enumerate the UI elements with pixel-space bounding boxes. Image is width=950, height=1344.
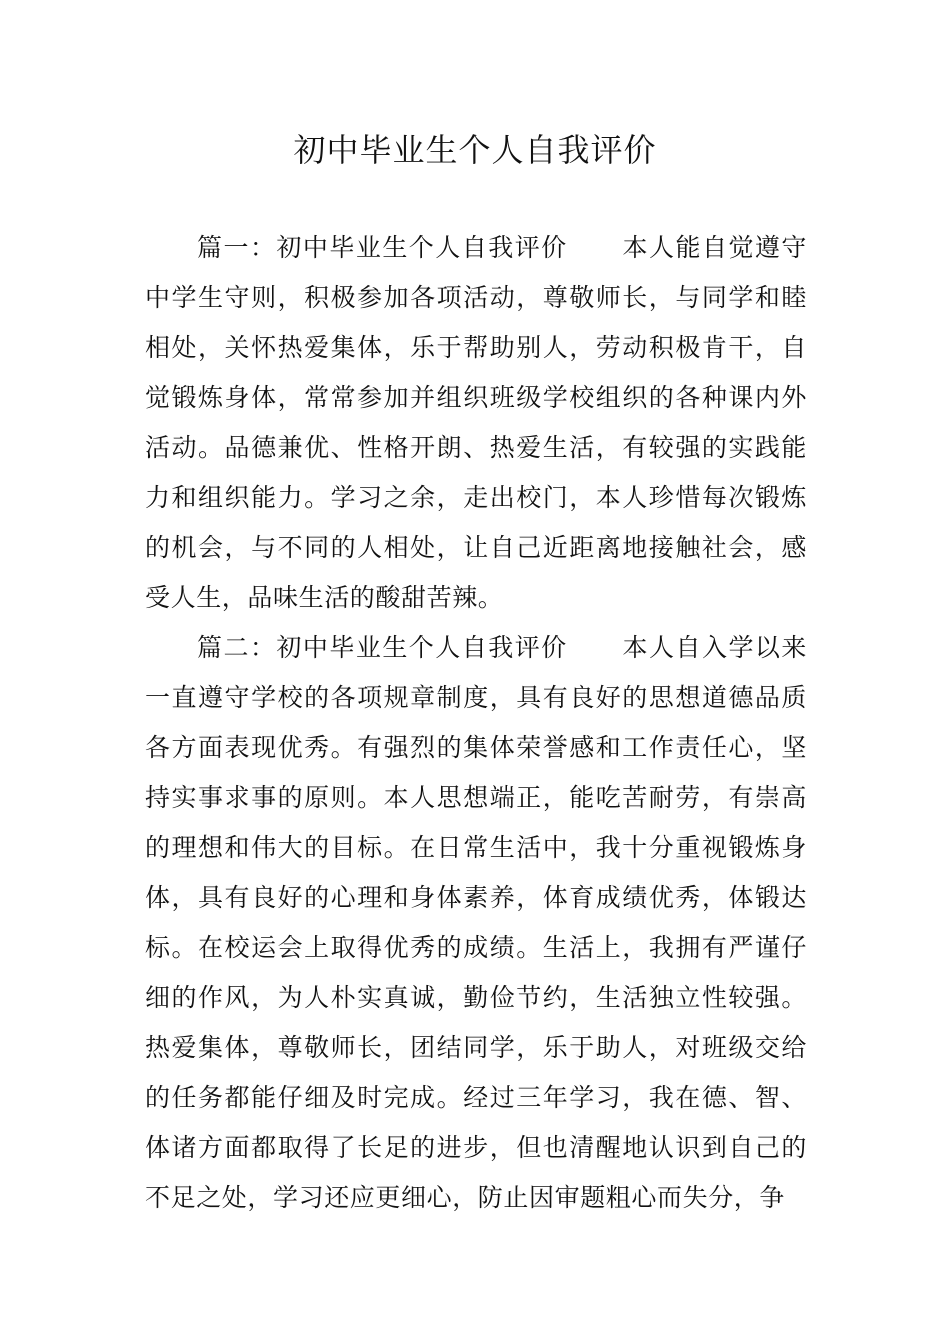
document-title: 初中毕业生个人自我评价 [293,131,657,169]
paragraph-2-text: 本人自入学以来一直遵守学校的各项规章制度，具有良好的思想道德品质各方面表现优秀。有强烈的集体荣誉感和工作责任心，坚持实事求事的原则。本人思想端正，能吃苦耐劳，有崇高的理想和伟大的目标。在日常生活中，我十分重视锻炼身体，具有良好的心理和身体素养，体育成绩优秀，体锻达标。在校运会上取得优秀的成绩。生活上，我拥有严谨仔细的作风，为人朴实真诚，勤俭节约，生活独立性较强。热爱集体，尊敬师长，团结同学，乐于助人，对班级交给的任务都能仔细及时完成。经过三年学习，我在德、智、体诸方面都取得了长足的进步，但也清醒地认识到自己的不足之处，学习还应更细心，防止因审题粗心而失分，争 [145,633,808,1212]
paragraph-1-heading: 篇一：初中毕业生个人自我评价 [197,233,568,262]
paragraph-2 [145,623,807,1223]
paragraph-2-heading: 篇二：初中毕业生个人自我评价 [197,633,568,662]
paragraph-1 [145,223,807,623]
document-body [145,223,807,1223]
paragraph-1-text: 本人能自觉遵守中学生守则，积极参加各项活动，尊敬师长，与同学和睦相处，关怀热爱集体，乐于帮助别人，劳动积极肯干，自觉锻炼身体，常常参加并组织班级学校组织的各种课内外活动。品德兼优、性格开朗、热爱生活，有较强的实践能力和组织能力。学习之余，走出校门，本人珍惜每次锻炼的机会，与不同的人相处，让自己近距离地接触社会，感受人生，品味生活的酸甜苦辣。 [145,233,808,612]
